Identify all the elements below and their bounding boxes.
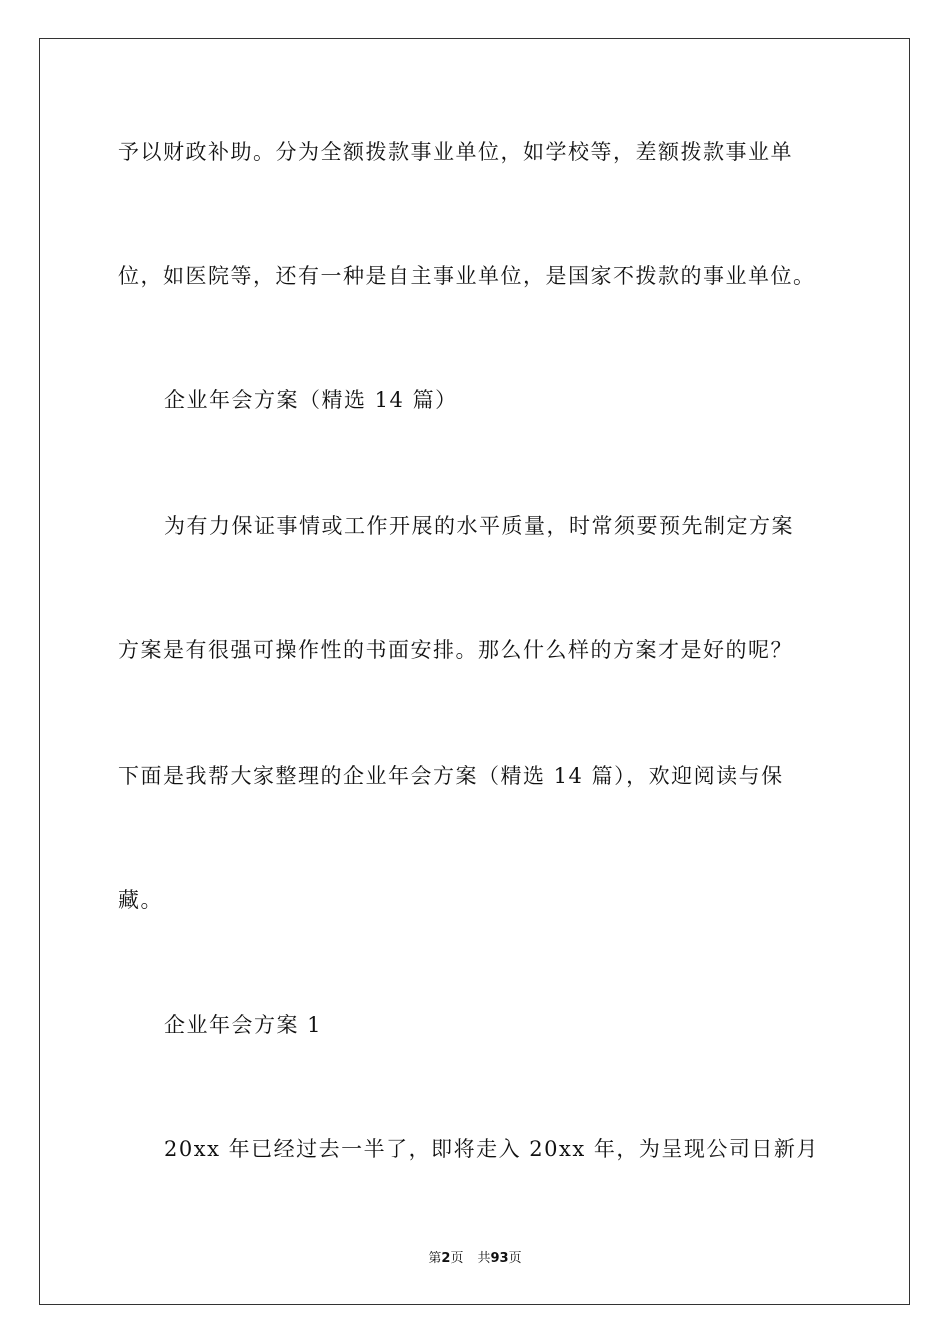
- paragraph-line: 方案是有很强可操作性的书面安排。那么什么样的方案才是好的呢？: [118, 638, 793, 662]
- page-border: [39, 38, 910, 1305]
- total-pages: 93: [490, 1251, 509, 1266]
- section-title: 企业年会方案（精选 14 篇）: [164, 388, 458, 412]
- total-prefix: 共: [477, 1251, 491, 1266]
- total-suffix: 页: [508, 1251, 522, 1266]
- page-number: 2: [441, 1251, 451, 1266]
- paragraph-line: 予以财政补助。分为全额拨款事业单位，如学校等，差额拨款事业单: [118, 140, 793, 164]
- paragraph-line: 位，如医院等，还有一种是自主事业单位，是国家不拨款的事业单位。: [118, 264, 816, 288]
- page-prefix: 第: [428, 1251, 442, 1266]
- page-suffix: 页: [450, 1251, 464, 1266]
- paragraph-line: 藏。: [118, 888, 163, 912]
- page-footer: [0, 1247, 950, 1266]
- paragraph-line: 下面是我帮大家整理的企业年会方案（精选 14 篇），欢迎阅读与保: [118, 764, 784, 788]
- section-title: 企业年会方案 1: [164, 1013, 323, 1037]
- paragraph-line: 20xx 年已经过去一半了，即将走入 20xx 年，为呈现公司日新月: [164, 1137, 819, 1161]
- paragraph-line: 为有力保证事情或工作开展的水平质量，时常须要预先制定方案: [164, 514, 794, 538]
